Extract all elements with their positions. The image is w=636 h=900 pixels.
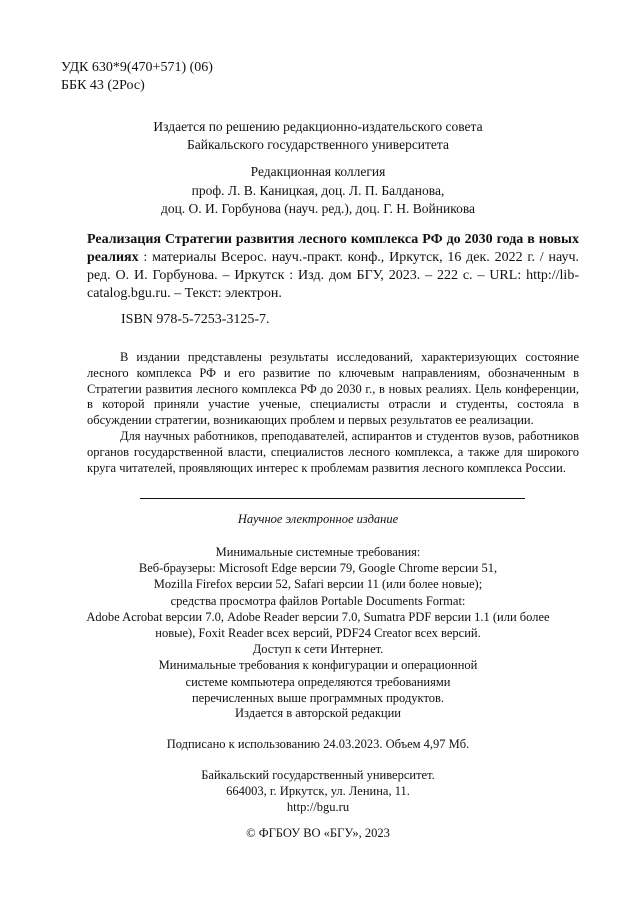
editorial-board-heading: Редакционная коллегия [250,164,386,179]
requirements-line: Доступ к сети Интернет. [252,642,384,657]
requirements-line: Adobe Acrobat версии 7.0, Adobe Reader версии 7.0, Sumatra PDF версии 1.1 (или более [86,609,550,624]
requirements-line: системе компьютера определяются требованиями [185,674,451,689]
book-title: Реализация Стратегии развития лесного комплекса РФ до 2030 года в новых реалиях [87,232,579,265]
author-edition-note: Издается в авторской редакции [235,706,401,720]
requirements-line: новые), Foxit Reader всех версий, PDF24 Creator всех версий. [155,626,481,641]
edition-type: Научное электронное издание [237,512,399,526]
editorial-board [0,163,636,219]
classification-codes [61,59,213,95]
abstract-paragraph: Для научных работников, преподавателей, аспирантов и студентов вузов, работников органов государственной власти, специалистов лесного комплекса, а также для широкого круга читателей, проявляющих интерес к проблемам развития лесного комплекса России. [87,428,579,475]
separator-line [140,498,525,499]
university-line: Байкальский государственный университет. [201,768,435,782]
requirements-line: средства просмотра файлов Portable Documents Format: [170,593,466,608]
publisher-note [0,118,636,154]
copyright: © ФГБОУ ВО «БГУ», 2023 [246,826,390,840]
editorial-board-line: доц. О. И. Горбунова (науч. ред.), доц. Г. Н. Войникова [160,201,476,216]
bibliographic-details: : материалы Всерос. науч.-практ. конф., Иркутск, 16 дек. 2022 г. / науч. ред. О. И. Горбунова. – Иркутск : Изд. дом БГУ, 2023. – 222 с. – URL: http://lib-catalog.bgu.ru. – Текст: электрон. [87,250,579,301]
university-url: http://bgu.ru [286,800,350,814]
publisher-note-line: Издается по решению редакционно-издательского совета [153,119,483,134]
requirements-line: Минимальные требования к конфигурации и операционной [158,658,478,673]
isbn: ISBN 978-5-7253-3125-7. [121,312,270,327]
bibliographic-record [87,231,579,303]
abstract-paragraph: В издании представлены результаты исследований, характеризующих состояние лесного комплекса РФ и его развитие по ключевым направлениям, обозначенным в Стратегии развития лесного комплекса РФ до 2030 г., в новых реалиях. Цель конференции, в которой приняли участие ученые, специалисты отрасли и студенты, состояла в обсуждении стратегии, возникающих проблем и первых результатов ее реализации. [87,350,579,428]
requirements-line: Минимальные системные требования: [215,545,421,559]
publisher-note-line: Байкальского государственного университета [187,137,449,152]
university-line: 664003, г. Иркутск, ул. Ленина, 11. [226,784,410,798]
signed-note: Подписано к использованию 24.03.2023. Объем 4,97 Мб. [166,737,470,751]
requirements-line: Веб-браузеры: Microsoft Edge версии 79, Google Chrome версии 51, [138,561,498,576]
udk-code: УДК 630*9(470+571) (06) [61,60,213,75]
abstract [87,350,579,476]
system-requirements [0,544,636,706]
requirements-line: Mozilla Firefox версии 52, Safari версии 11 (или более новые); [153,577,483,592]
editorial-board-line: проф. Л. В. Каницкая, доц. Л. П. Балданова, [191,182,445,198]
requirements-line: перечисленных выше программных продуктов. [191,690,445,705]
university-address [0,767,636,815]
bbk-code: ББК 43 (2Рос) [61,78,145,93]
